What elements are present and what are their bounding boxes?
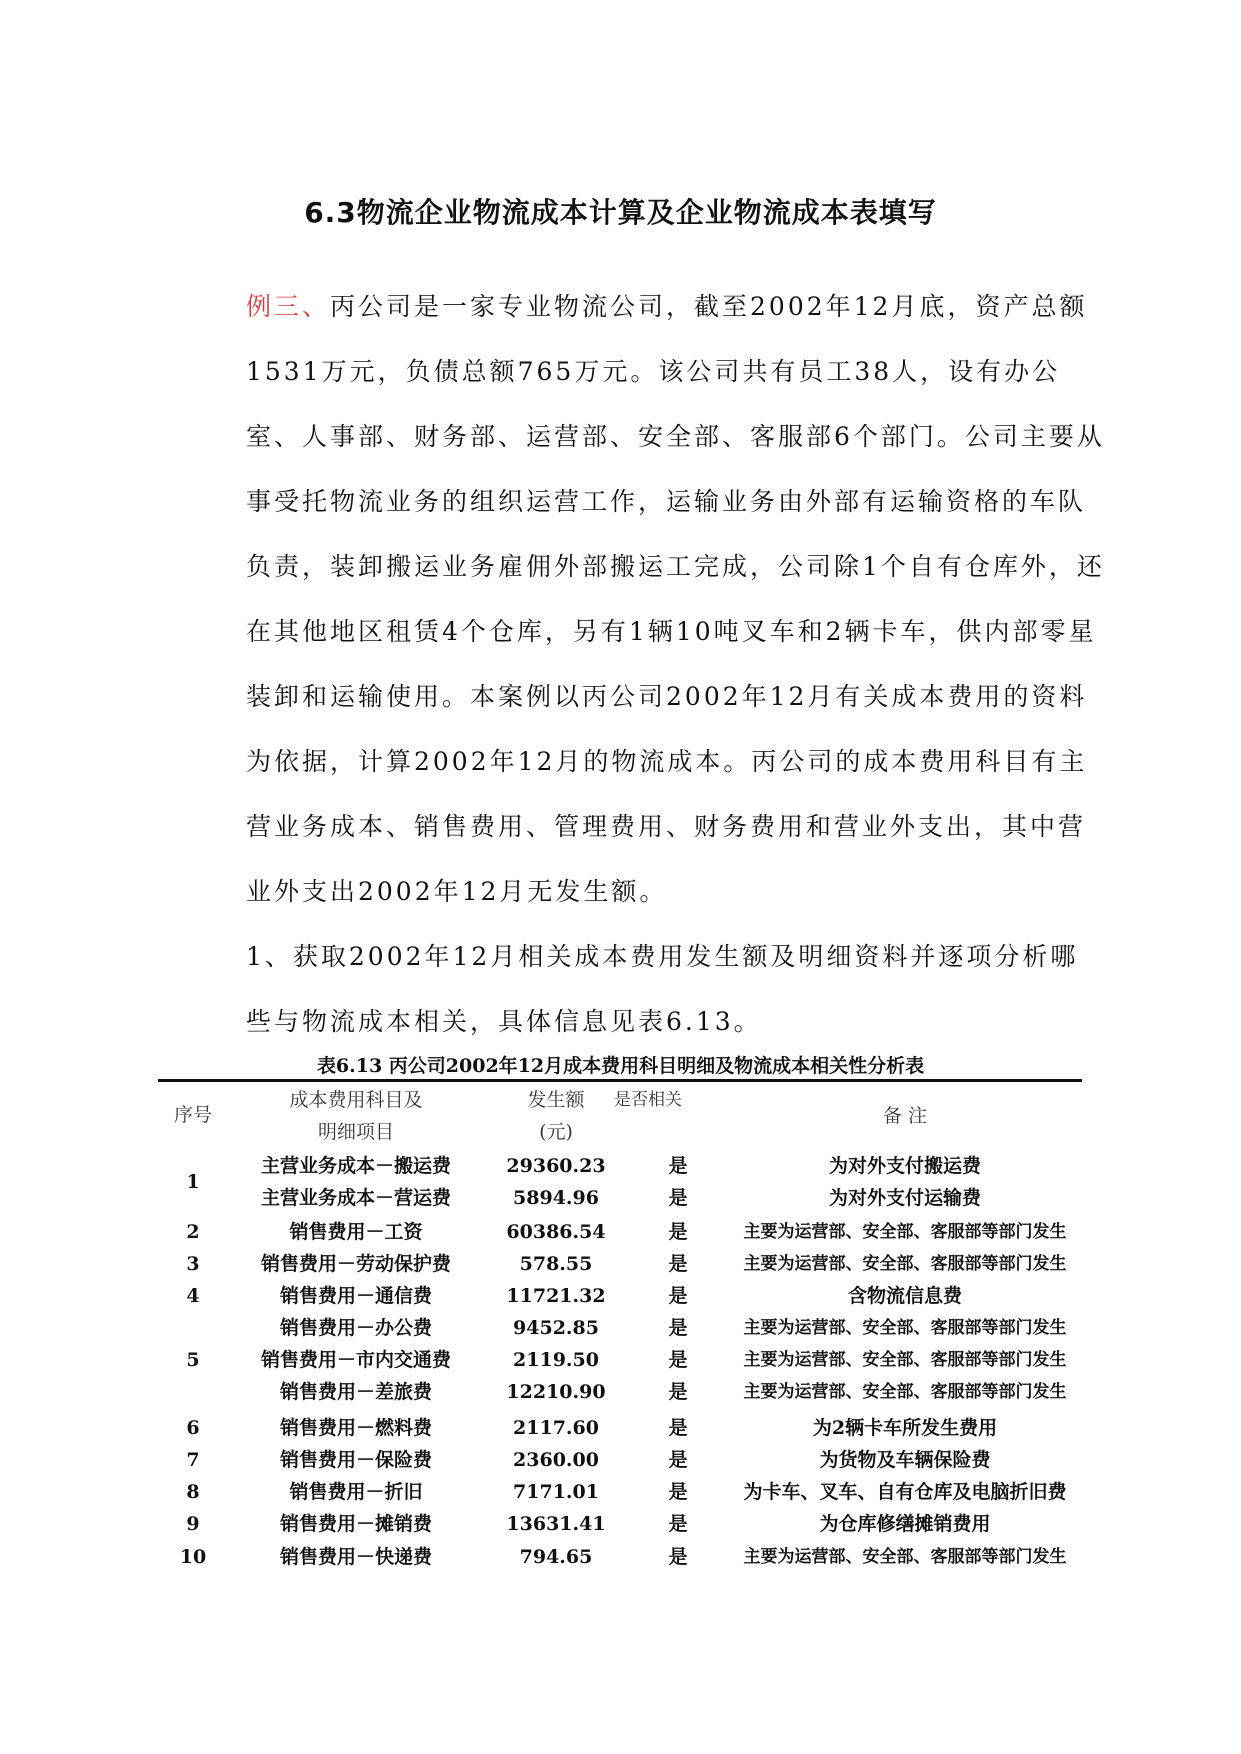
cell-related: 是 (668, 1481, 688, 1503)
table-row (158, 1508, 1082, 1540)
cell-note: 主要为运营部、安全部、客服部等部门发生 (743, 1547, 1067, 1567)
table-row (158, 1541, 1082, 1573)
cell-amount: 2117.60 (513, 1417, 599, 1439)
cell-item: 销售费用－劳动保护费 (260, 1253, 451, 1275)
intro-text: 丙公司是一家专业物流公司，截至2002年12月底，资产总额1531万元，负债总额765万元。该公司共有员工38人，设有办公室、人事部、财务部、运营部、安全部、客服部6个部门。公司主要从事受托物流业务的组织运营工作，运输业务由外部有运输资格的车队负责，装卸搬运业务雇佣外部搬运工完成，公司除1个自有仓库外，还在其他地区租赁4个仓库，另有1辆10吨叉车和2辆卡车，供内部零星装卸和运输使用。本案例以丙公司2002年12月有关成本费用的资料为依据，计算2002年12月的物流成本。丙公司的成本费用科目有主营业务成本、销售费用、管理费用、财务费用和营业外支出，其中营业外支出2002年12月无发生额。 (246, 292, 1105, 906)
cell-amount: 794.65 (519, 1546, 593, 1568)
cell-amount: 13631.41 (506, 1513, 606, 1535)
table-row (158, 1344, 1082, 1376)
cell-related: 是 (668, 1317, 688, 1339)
cell-seq: 4 (186, 1285, 200, 1307)
table-caption: 表6.13 丙公司2002年12月成本费用科目明细及物流成本相关性分析表 (316, 1055, 925, 1077)
cell-amount: 578.55 (519, 1253, 593, 1275)
table-row (158, 1248, 1082, 1280)
cell-item: 主营业务成本－搬运费 (260, 1155, 451, 1177)
cell-seq: 10 (179, 1546, 207, 1568)
cell-seq: 9 (186, 1513, 200, 1535)
table-row (158, 1182, 1082, 1214)
cell-item: 销售费用－市内交通费 (260, 1349, 451, 1371)
cell-seq: 8 (186, 1481, 200, 1503)
header-amount-line2: (元) (539, 1121, 573, 1143)
table-row (158, 1280, 1082, 1312)
cell-related: 是 (668, 1449, 688, 1471)
cell-note: 为货物及车辆保险费 (819, 1449, 991, 1471)
cell-related: 是 (668, 1513, 688, 1535)
cell-item: 销售费用－办公费 (279, 1317, 432, 1339)
cell-note: 为对外支付运输费 (828, 1187, 981, 1209)
cell-related: 是 (668, 1417, 688, 1439)
cell-related: 是 (668, 1381, 688, 1403)
table-top-rule (158, 1079, 1082, 1082)
table-row (158, 1312, 1082, 1344)
cell-amount: 9452.85 (513, 1317, 599, 1339)
table-row (158, 1412, 1082, 1444)
cell-note: 含物流信息费 (847, 1285, 962, 1307)
cell-seq: 3 (186, 1253, 200, 1275)
header-note: 备 注 (882, 1105, 928, 1127)
cell-note: 主要为运营部、安全部、客服部等部门发生 (743, 1318, 1067, 1338)
intro-paragraph (190, 274, 1106, 924)
cell-note: 主要为运营部、安全部、客服部等部门发生 (743, 1382, 1067, 1402)
table-row (158, 1444, 1082, 1476)
cell-related: 是 (668, 1221, 688, 1243)
cell-amount: 29360.23 (506, 1155, 606, 1177)
cell-amount: 11721.32 (506, 1285, 606, 1307)
step1-paragraph: 1、获取2002年12月相关成本费用发生额及明细资料并逐项分析哪些与物流成本相关，具体信息见表6.13。 (246, 942, 1079, 1036)
page-title: 6.3物流企业物流成本计算及企业物流成本表填写 (304, 196, 937, 229)
table-row (158, 1476, 1082, 1508)
cell-related: 是 (668, 1253, 688, 1275)
cell-related: 是 (668, 1349, 688, 1371)
header-item-line1: 成本费用科目及 (289, 1089, 423, 1111)
header-seq: 序号 (173, 1104, 212, 1126)
cell-related: 是 (668, 1285, 688, 1307)
cell-related: 是 (668, 1155, 688, 1177)
cell-item: 销售费用－摊销费 (279, 1513, 432, 1535)
cell-seq: 2 (186, 1221, 200, 1243)
cell-amount: 5894.96 (513, 1187, 599, 1209)
cell-seq: 5 (186, 1349, 200, 1371)
cell-related: 是 (668, 1187, 688, 1209)
cell-note: 主要为运营部、安全部、客服部等部门发生 (743, 1350, 1067, 1370)
cell-item: 销售费用－通信费 (279, 1285, 432, 1307)
cell-note: 主要为运营部、安全部、客服部等部门发生 (743, 1254, 1067, 1274)
header-amount-line1: 发生额 (527, 1089, 585, 1111)
cell-seq: 7 (186, 1449, 200, 1471)
example-label: 例三、 (246, 292, 331, 321)
cell-item: 销售费用－快递费 (279, 1546, 432, 1568)
cell-note: 为对外支付搬运费 (828, 1155, 981, 1177)
cell-amount: 7171.01 (513, 1481, 599, 1503)
cell-seq: 1 (186, 1171, 200, 1193)
header-item-line2: 明细项目 (317, 1121, 394, 1143)
cell-item: 销售费用－保险费 (279, 1449, 432, 1471)
header-related: 是否相关 (614, 1090, 682, 1110)
cell-seq: 6 (186, 1417, 200, 1439)
cell-related: 是 (668, 1546, 688, 1568)
cell-item: 销售费用－工资 (289, 1221, 423, 1243)
cell-amount: 2119.50 (513, 1349, 599, 1371)
cell-item: 销售费用－差旅费 (279, 1381, 432, 1403)
cell-item: 主营业务成本－营运费 (260, 1187, 451, 1209)
cell-note: 为2辆卡车所发生费用 (812, 1417, 998, 1439)
cell-note: 为仓库修缮摊销费用 (819, 1513, 991, 1535)
cell-amount: 2360.00 (513, 1449, 599, 1471)
cell-amount: 60386.54 (506, 1221, 606, 1243)
cell-note: 为卡车、叉车、自有仓库及电脑折旧费 (743, 1481, 1067, 1503)
cell-note: 主要为运营部、安全部、客服部等部门发生 (743, 1222, 1067, 1242)
cell-item: 销售费用－折旧 (289, 1481, 423, 1503)
table-row (158, 1376, 1082, 1408)
cell-item: 销售费用－燃料费 (279, 1417, 432, 1439)
table-row (158, 1216, 1082, 1248)
cell-amount: 12210.90 (506, 1381, 606, 1403)
